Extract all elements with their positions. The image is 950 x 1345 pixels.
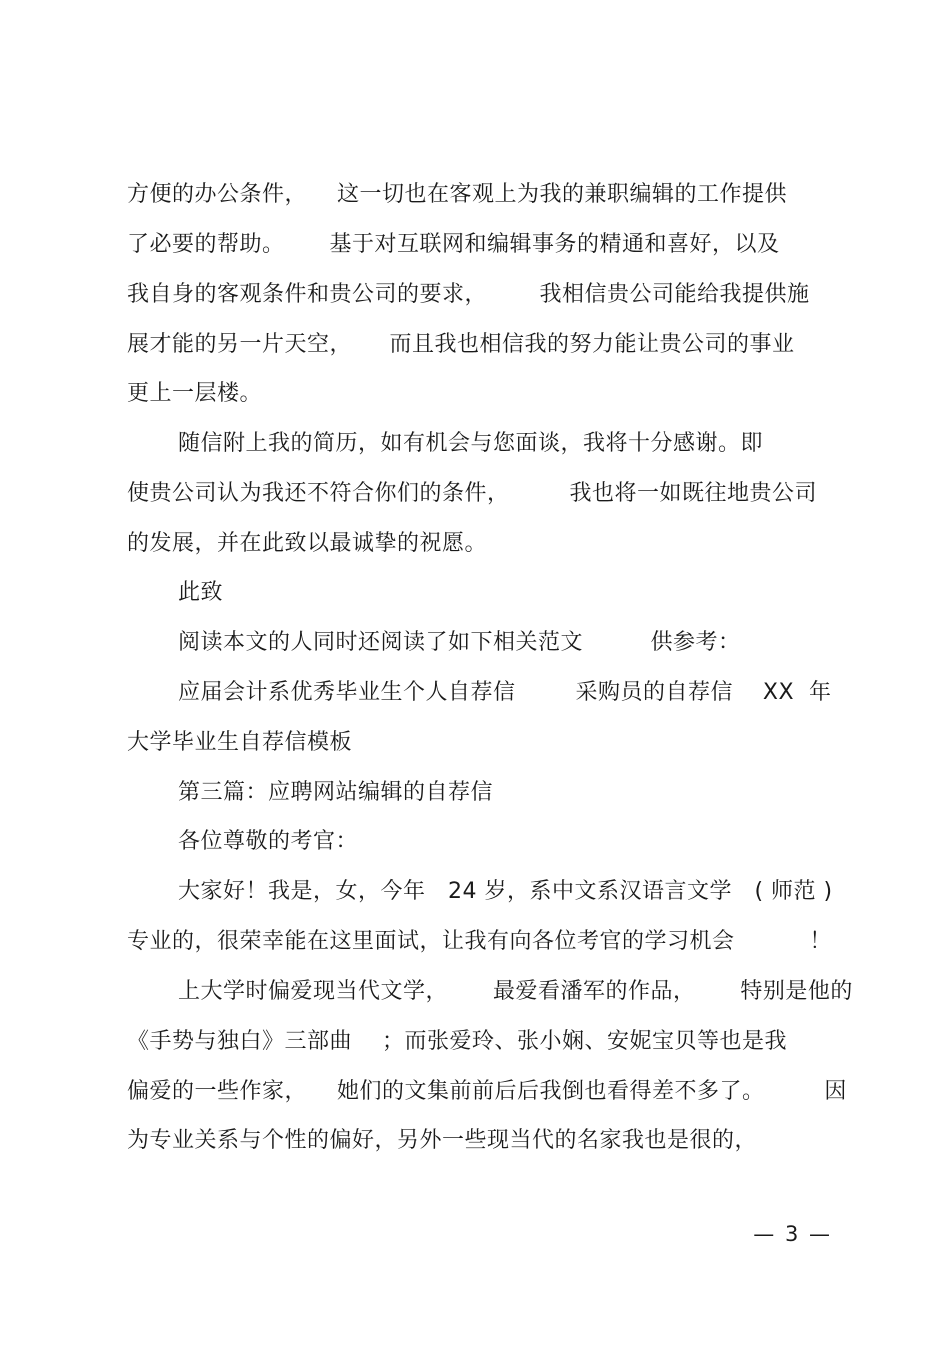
text-line: 此致 <box>178 580 224 605</box>
text-line: 的发展，并在此致以最诚挚的祝愿。 <box>127 531 488 556</box>
text-line: 为专业关系与个性的偏好，另外一些现当代的名家我也是很的， <box>127 1128 758 1153</box>
text-line: 《手势与独白》三部曲 ；而张爱玲、张小娴、安妮宝贝等也是我 <box>127 1029 787 1054</box>
text-line: 更上一层楼。 <box>127 381 263 406</box>
text-line: 大学毕业生自荐信模板 <box>127 730 353 755</box>
text-line: 偏爱的一些作家， 她们的文集前前后后我倒也看得差不多了。 因 <box>127 1079 847 1104</box>
text-line: 展才能的另一片天空， 而且我也相信我的努力能让贵公司的事业 <box>127 332 795 357</box>
text-line: 第三篇：应聘网站编辑的自荐信 <box>178 780 494 805</box>
text-line: 大家好！我是，女，今年 24 岁，系中文系汉语言文学 ( 师范 ) <box>178 879 833 904</box>
text-line: 使贵公司认为我还不符合你们的条件， 我也将一如既往地贵公司 <box>127 481 817 506</box>
text-line: 我自身的客观条件和贵公司的要求， 我相信贵公司能给我提供施 <box>127 282 810 307</box>
text-line: 方便的办公条件， 这一切也在客观上为我的兼职编辑的工作提供 <box>127 182 787 207</box>
text-line: 随信附上我的简历，如有机会与您面谈，我将十分感谢。即 <box>178 431 764 456</box>
text-line: 各位尊敬的考官： <box>178 829 359 854</box>
text-line: 专业的，很荣幸能在这里面试，让我有向各位考官的学习机会 ！ <box>127 929 832 954</box>
text-line: 了必要的帮助。 基于对互联网和编辑事务的精通和喜好，以及 <box>127 232 780 257</box>
text-line: 阅读本文的人同时还阅读了如下相关范文 供参考： <box>178 630 741 655</box>
page-number: — 3 — <box>753 1222 832 1246</box>
text-line: 应届会计系优秀毕业生个人自荐信 采购员的自荐信 XX 年 <box>178 680 832 705</box>
text-line: 上大学时偏爱现当代文学， 最爱看潘军的作品， 特别是他的 <box>178 979 853 1004</box>
